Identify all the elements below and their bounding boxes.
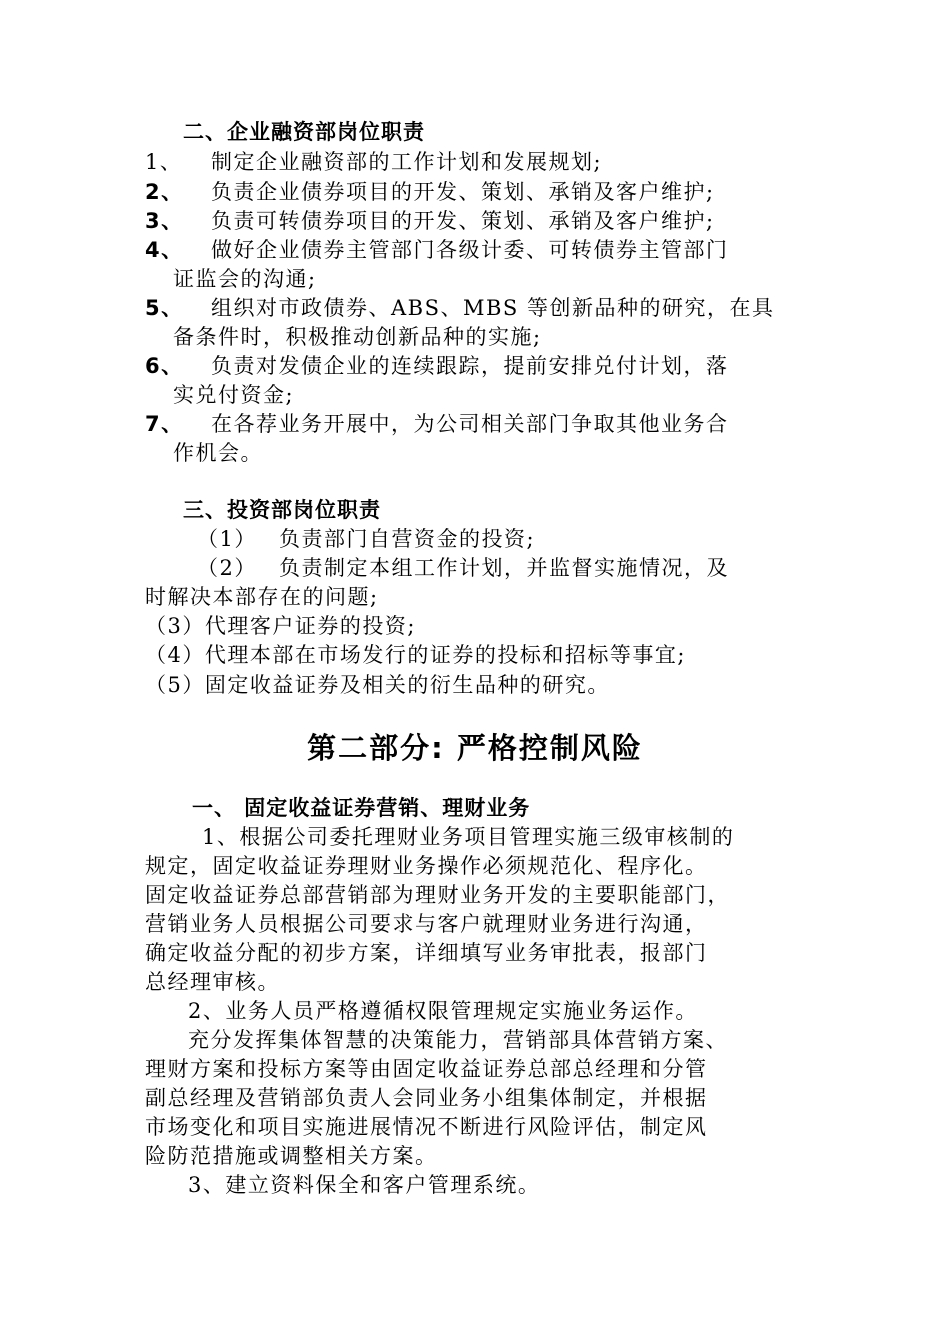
paragraph-line: 市场变化和项目实施进展情况不断进行风险评估，制定风: [145, 1115, 708, 1139]
item-text: 负责对发债企业的连续跟踪，提前安排兑付计划，落: [211, 354, 729, 378]
item-number: 2、: [145, 180, 184, 204]
list-item: [197, 553, 729, 583]
item-text-continued: 证监会的沟通;: [173, 267, 317, 291]
paragraph-line: 理财方案和投标方案等由固定收益证券总部总经理和分管: [145, 1057, 708, 1081]
list-item: [145, 177, 715, 207]
subsection-heading: 一、 固定收益证券营销、理财业务: [192, 796, 531, 820]
paragraph-line: 固定收益证券总部营销部为理财业务开发的主要职能部门，: [145, 883, 730, 907]
item-text: 负责部门自营资金的投资;: [279, 527, 536, 551]
list-item: [145, 235, 729, 265]
item-number: （2）: [197, 556, 257, 580]
list-item: [145, 351, 729, 381]
paragraph-line: 总经理审核。: [145, 970, 280, 994]
item-text: 负责可转债券项目的开发、策划、承销及客户维护;: [211, 209, 715, 233]
item-number: 1、: [145, 150, 183, 174]
section2-heading: 二、企业融资部岗位职责: [183, 120, 425, 144]
part-title: 第二部分: 严格控制风险: [307, 731, 643, 765]
list-item: [145, 206, 715, 236]
paragraph-line: 营销业务人员根据公司要求与客户就理财业务进行沟通，: [145, 912, 708, 936]
item-text-continued: 作机会。: [173, 441, 263, 465]
paragraph-line: 充分发挥集体智慧的决策能力，营销部具体营销方案、: [188, 1028, 728, 1052]
paragraph-line: 险防范措施或调整相关方案。: [145, 1144, 438, 1168]
paragraph-line: 确定收益分配的初步方案，详细填写业务审批表，报部门: [145, 941, 708, 965]
list-item: （3）代理客户证券的投资;: [145, 614, 416, 638]
item-text: 负责企业债券项目的开发、策划、承销及客户维护;: [211, 180, 715, 204]
list-item: [145, 409, 729, 439]
paragraph-line: 2、业务人员严格遵循权限管理规定实施业务运作。: [188, 999, 698, 1023]
paragraph-line: 副总经理及营销部负责人会同业务小组集体制定，并根据: [145, 1086, 708, 1110]
list-item: [145, 147, 602, 177]
item-text-continued: 备条件时，积极推动创新品种的实施;: [173, 325, 542, 349]
item-text-continued: 时解决本部存在的问题;: [145, 585, 379, 609]
item-number: 6、: [145, 354, 184, 378]
list-item: [197, 524, 535, 554]
item-text: 负责制定本组工作计划，并监督实施情况，及: [279, 556, 729, 580]
list-item: （5）固定收益证券及相关的衍生品种的研究。: [145, 673, 610, 697]
item-number: 5、: [145, 296, 184, 320]
paragraph-line: 1、根据公司委托理财业务项目管理实施三级审核制的: [202, 825, 735, 849]
paragraph-line: 规定，固定收益证券理财业务操作必须规范化、程序化。: [145, 854, 708, 878]
item-number: 4、: [145, 238, 184, 262]
section3-heading: 三、投资部岗位职责: [183, 498, 381, 522]
list-item: （4）代理本部在市场发行的证券的投标和招标等事宜;: [145, 643, 686, 667]
item-number: 3、: [145, 209, 184, 233]
paragraph-line: 3、建立资料保全和客户管理系统。: [188, 1173, 541, 1197]
item-text: 制定企业融资部的工作计划和发展规划;: [211, 150, 603, 174]
item-number: （1）: [197, 527, 257, 551]
item-text: 做好企业债券主管部门各级计委、可转债券主管部门: [211, 238, 729, 262]
item-text: 在各荐业务开展中，为公司相关部门争取其他业务合: [211, 412, 729, 436]
list-item: [145, 293, 774, 323]
item-text: 组织对市政债券、ABS、MBS 等创新品种的研究，在具: [211, 296, 775, 320]
item-text-continued: 实兑付资金;: [173, 383, 295, 407]
item-number: 7、: [145, 412, 184, 436]
